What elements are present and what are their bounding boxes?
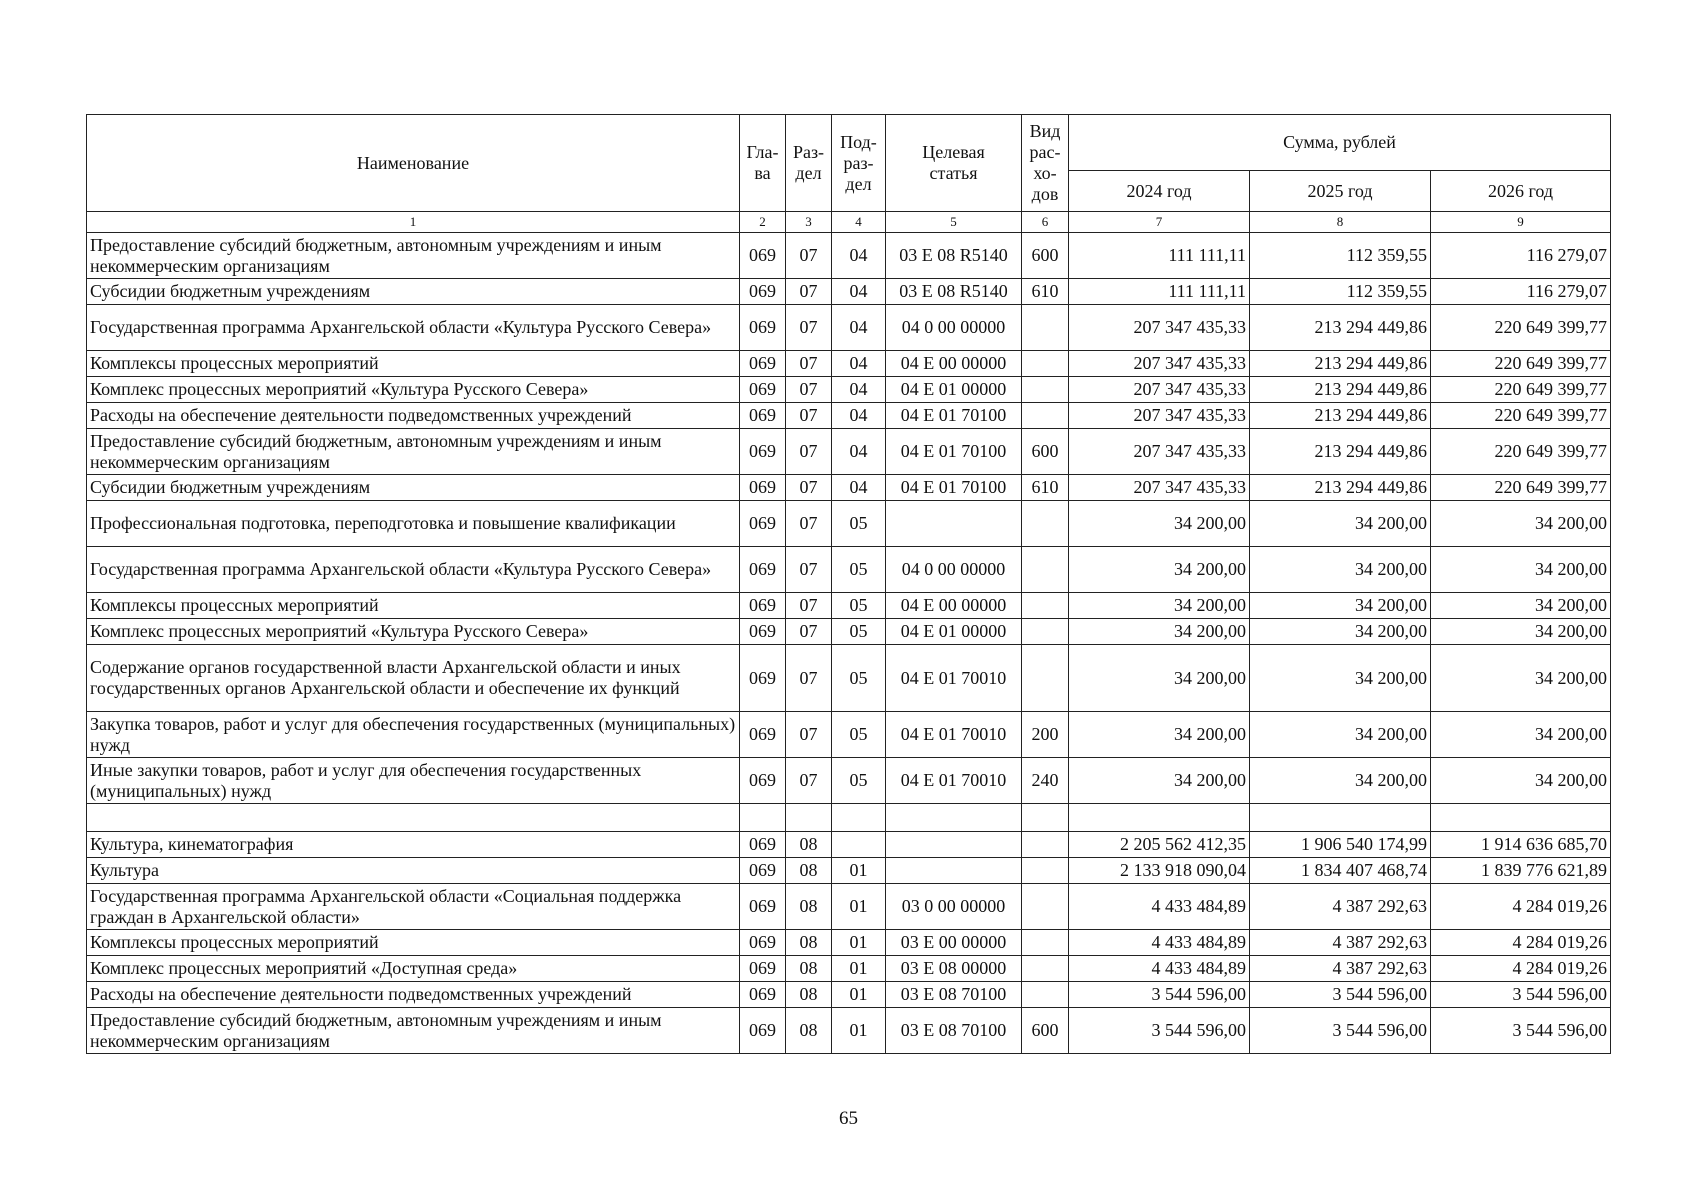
row-sum-2025: 34 200,00 [1250,501,1431,547]
row-sum-2024: 34 200,00 [1069,712,1250,758]
column-number: 6 [1022,212,1069,233]
row-sum-2025: 112 359,55 [1250,279,1431,305]
row-name: Культура [87,858,740,884]
row-name: Содержание органов государственной власти Архангельской области и иных государственных органов Архангельской области и обеспечение их функций [87,645,740,712]
table-row [87,832,1611,858]
table-row [87,1008,1611,1054]
table-row [87,758,1611,804]
row-name: Субсидии бюджетным учреждениям [87,279,740,305]
row-sum-2026 [1431,804,1611,832]
table-row [87,645,1611,712]
row-razdel: 07 [786,501,832,547]
row-sum-2025 [1250,804,1431,832]
row-name: Государственная программа Архангельской области «Культура Русского Севера» [87,547,740,593]
row-sum-2026: 1 839 776 621,89 [1431,858,1611,884]
row-podrazdel: 01 [832,858,886,884]
row-sum-2024: 207 347 435,33 [1069,377,1250,403]
row-target-article [886,832,1022,858]
row-name: Предоставление субсидий бюджетным, автономным учреждениям и иным некоммерческим организациям [87,429,740,475]
table-row [87,858,1611,884]
row-expense-type [1022,593,1069,619]
row-expense-type: 240 [1022,758,1069,804]
table-row [87,475,1611,501]
row-glava: 069 [740,351,786,377]
row-sum-2025: 112 359,55 [1250,233,1431,279]
table-row [87,233,1611,279]
row-name: Комплекс процессных мероприятий «Доступная среда» [87,956,740,982]
row-glava: 069 [740,279,786,305]
row-razdel: 07 [786,475,832,501]
table-row [87,982,1611,1008]
row-sum-2025: 34 200,00 [1250,547,1431,593]
row-target-article: 03 Е 08 70100 [886,982,1022,1008]
row-target-article: 03 Е 00 00000 [886,930,1022,956]
row-podrazdel: 05 [832,593,886,619]
row-sum-2026: 34 200,00 [1431,712,1611,758]
row-podrazdel: 01 [832,930,886,956]
row-name: Закупка товаров, работ и услуг для обеспечения государственных (муниципальных) нужд [87,712,740,758]
row-sum-2026: 220 649 399,77 [1431,403,1611,429]
row-razdel: 08 [786,832,832,858]
row-target-article: 04 Е 01 70010 [886,712,1022,758]
row-target-article: 04 Е 01 70100 [886,429,1022,475]
row-expense-type [1022,858,1069,884]
row-expense-type: 200 [1022,712,1069,758]
row-glava: 069 [740,475,786,501]
row-sum-2026: 116 279,07 [1431,233,1611,279]
row-podrazdel: 01 [832,982,886,1008]
row-target-article: 04 0 00 00000 [886,305,1022,351]
header-razdel-label: Раз- дел [792,142,825,183]
header-vid [1022,115,1069,212]
row-sum-2024: 2 205 562 412,35 [1069,832,1250,858]
row-razdel: 07 [786,758,832,804]
row-sum-2026: 220 649 399,77 [1431,475,1611,501]
row-target-article [886,804,1022,832]
row-razdel: 08 [786,858,832,884]
row-sum-2024: 34 200,00 [1069,547,1250,593]
page-number: 65 [839,1108,858,1129]
row-glava: 069 [740,305,786,351]
row-expense-type: 600 [1022,1008,1069,1054]
row-name: Расходы на обеспечение деятельности подведомственных учреждений [87,982,740,1008]
row-name: Расходы на обеспечение деятельности подведомственных учреждений [87,403,740,429]
row-name: Предоставление субсидий бюджетным, автономным учреждениям и иным некоммерческим организациям [87,233,740,279]
row-glava: 069 [740,758,786,804]
row-razdel [786,804,832,832]
row-razdel: 08 [786,956,832,982]
row-expense-type [1022,804,1069,832]
row-target-article [886,501,1022,547]
row-sum-2025: 34 200,00 [1250,619,1431,645]
row-name: Комплексы процессных мероприятий [87,930,740,956]
row-podrazdel: 05 [832,501,886,547]
row-sum-2024 [1069,804,1250,832]
row-sum-2025: 34 200,00 [1250,712,1431,758]
row-razdel: 08 [786,930,832,956]
row-glava: 069 [740,832,786,858]
row-sum-2025: 213 294 449,86 [1250,403,1431,429]
row-podrazdel: 04 [832,377,886,403]
table-row [87,547,1611,593]
column-number: 3 [786,212,832,233]
row-target-article: 03 0 00 00000 [886,884,1022,930]
row-sum-2025: 4 387 292,63 [1250,930,1431,956]
row-sum-2024: 207 347 435,33 [1069,475,1250,501]
row-expense-type [1022,351,1069,377]
budget-table [86,114,1611,1054]
row-razdel: 07 [786,619,832,645]
header-year-2025: 2025 год [1250,171,1431,212]
row-sum-2025: 3 544 596,00 [1250,1008,1431,1054]
row-expense-type: 600 [1022,233,1069,279]
table-row [87,930,1611,956]
row-glava: 069 [740,547,786,593]
header-name: Наименование [87,115,740,212]
row-name [87,804,740,832]
row-sum-2026: 34 200,00 [1431,501,1611,547]
row-sum-2024: 2 133 918 090,04 [1069,858,1250,884]
table-row [87,619,1611,645]
row-target-article: 03 Е 08 R5140 [886,233,1022,279]
column-number: 8 [1250,212,1431,233]
row-sum-2026: 4 284 019,26 [1431,884,1611,930]
row-name: Комплекс процессных мероприятий «Культура Русского Севера» [87,619,740,645]
row-podrazdel: 04 [832,305,886,351]
row-name: Государственная программа Архангельской области «Культура Русского Севера» [87,305,740,351]
row-sum-2026: 3 544 596,00 [1431,982,1611,1008]
row-glava: 069 [740,956,786,982]
row-sum-2025: 1 906 540 174,99 [1250,832,1431,858]
row-glava: 069 [740,930,786,956]
row-razdel: 07 [786,593,832,619]
row-razdel: 07 [786,233,832,279]
row-glava: 069 [740,712,786,758]
table-row [87,712,1611,758]
row-expense-type [1022,982,1069,1008]
row-target-article: 04 0 00 00000 [886,547,1022,593]
column-number: 2 [740,212,786,233]
row-podrazdel: 04 [832,429,886,475]
row-expense-type [1022,832,1069,858]
row-sum-2025: 34 200,00 [1250,593,1431,619]
row-sum-2025: 3 544 596,00 [1250,982,1431,1008]
table-row [87,593,1611,619]
header-year-2026: 2026 год [1431,171,1611,212]
row-glava: 069 [740,982,786,1008]
row-razdel: 08 [786,1008,832,1054]
table-row [87,351,1611,377]
table-row [87,305,1611,351]
table-row [87,377,1611,403]
row-sum-2025: 213 294 449,86 [1250,305,1431,351]
row-razdel: 07 [786,279,832,305]
table-row [87,403,1611,429]
row-glava: 069 [740,858,786,884]
header-sum: Сумма, рублей [1069,115,1611,171]
row-name: Комплексы процессных мероприятий [87,351,740,377]
row-sum-2024: 207 347 435,33 [1069,403,1250,429]
row-podrazdel: 05 [832,619,886,645]
row-sum-2024: 207 347 435,33 [1069,305,1250,351]
table-body [87,233,1611,1054]
row-sum-2024: 34 200,00 [1069,619,1250,645]
row-expense-type [1022,403,1069,429]
row-glava: 069 [740,645,786,712]
row-sum-2025: 1 834 407 468,74 [1250,858,1431,884]
header-vid-label: Вид рас- хо- дов [1029,121,1061,204]
table-row [87,501,1611,547]
header-razdel [786,115,832,212]
row-podrazdel: 04 [832,279,886,305]
row-name: Профессиональная подготовка, переподготовка и повышение квалификации [87,501,740,547]
row-sum-2024: 4 433 484,89 [1069,930,1250,956]
row-sum-2024: 111 111,11 [1069,279,1250,305]
row-target-article [886,858,1022,884]
row-target-article: 04 Е 00 00000 [886,351,1022,377]
row-sum-2024: 3 544 596,00 [1069,1008,1250,1054]
row-sum-2026: 116 279,07 [1431,279,1611,305]
row-podrazdel: 01 [832,1008,886,1054]
row-sum-2026: 3 544 596,00 [1431,1008,1611,1054]
row-razdel: 07 [786,712,832,758]
row-podrazdel: 05 [832,712,886,758]
row-sum-2025: 213 294 449,86 [1250,351,1431,377]
row-target-article: 04 Е 01 70100 [886,403,1022,429]
column-number: 1 [87,212,740,233]
row-sum-2024: 3 544 596,00 [1069,982,1250,1008]
row-sum-2026: 4 284 019,26 [1431,956,1611,982]
row-sum-2024: 4 433 484,89 [1069,884,1250,930]
row-target-article: 04 Е 00 00000 [886,593,1022,619]
row-razdel: 07 [786,351,832,377]
row-sum-2026: 34 200,00 [1431,547,1611,593]
row-expense-type [1022,547,1069,593]
row-sum-2024: 207 347 435,33 [1069,429,1250,475]
row-expense-type: 610 [1022,475,1069,501]
row-name: Комплекс процессных мероприятий «Культура Русского Севера» [87,377,740,403]
row-podrazdel: 01 [832,956,886,982]
row-expense-type [1022,930,1069,956]
header-year-2024: 2024 год [1069,171,1250,212]
row-target-article: 03 Е 08 00000 [886,956,1022,982]
row-sum-2024: 111 111,11 [1069,233,1250,279]
row-target-article: 04 Е 01 00000 [886,377,1022,403]
header-glava-label: Гла- ва [746,142,779,183]
row-razdel: 07 [786,403,832,429]
row-sum-2026: 1 914 636 685,70 [1431,832,1611,858]
row-sum-2025: 4 387 292,63 [1250,956,1431,982]
row-target-article: 03 Е 08 R5140 [886,279,1022,305]
row-target-article: 04 Е 01 70100 [886,475,1022,501]
row-sum-2025: 213 294 449,86 [1250,377,1431,403]
row-name: Предоставление субсидий бюджетным, автономным учреждениям и иным некоммерческим организациям [87,1008,740,1054]
column-number: 7 [1069,212,1250,233]
row-sum-2026: 220 649 399,77 [1431,351,1611,377]
row-glava: 069 [740,429,786,475]
header-celevaya [886,115,1022,212]
row-razdel: 07 [786,645,832,712]
row-sum-2024: 4 433 484,89 [1069,956,1250,982]
table-header [87,115,1611,233]
row-expense-type [1022,956,1069,982]
row-glava: 069 [740,233,786,279]
row-glava [740,804,786,832]
column-number: 5 [886,212,1022,233]
row-podrazdel: 05 [832,758,886,804]
row-sum-2025: 4 387 292,63 [1250,884,1431,930]
row-podrazdel: 04 [832,351,886,377]
row-name: Культура, кинематография [87,832,740,858]
row-sum-2026: 4 284 019,26 [1431,930,1611,956]
row-expense-type [1022,377,1069,403]
row-glava: 069 [740,619,786,645]
row-sum-2026: 34 200,00 [1431,645,1611,712]
row-podrazdel: 04 [832,233,886,279]
row-sum-2025: 213 294 449,86 [1250,429,1431,475]
row-target-article: 04 Е 01 70010 [886,758,1022,804]
row-expense-type: 610 [1022,279,1069,305]
row-razdel: 07 [786,429,832,475]
row-glava: 069 [740,884,786,930]
row-expense-type: 600 [1022,429,1069,475]
row-razdel: 08 [786,982,832,1008]
row-expense-type [1022,884,1069,930]
row-podrazdel [832,804,886,832]
row-glava: 069 [740,501,786,547]
row-target-article: 04 Е 01 70010 [886,645,1022,712]
row-sum-2025: 34 200,00 [1250,645,1431,712]
row-razdel: 07 [786,305,832,351]
row-sum-2024: 207 347 435,33 [1069,351,1250,377]
row-podrazdel: 05 [832,645,886,712]
table-row [87,279,1611,305]
row-podrazdel: 04 [832,403,886,429]
row-name: Иные закупки товаров, работ и услуг для обеспечения государственных (муниципальных) нужд [87,758,740,804]
row-sum-2026: 34 200,00 [1431,619,1611,645]
row-name: Субсидии бюджетным учреждениям [87,475,740,501]
header-glava [740,115,786,212]
column-number: 4 [832,212,886,233]
row-sum-2026: 220 649 399,77 [1431,429,1611,475]
row-expense-type [1022,501,1069,547]
row-podrazdel: 01 [832,884,886,930]
row-sum-2026: 220 649 399,77 [1431,305,1611,351]
row-glava: 069 [740,377,786,403]
row-podrazdel: 05 [832,547,886,593]
row-target-article: 03 Е 08 70100 [886,1008,1022,1054]
row-sum-2026: 34 200,00 [1431,758,1611,804]
row-target-article: 04 Е 01 00000 [886,619,1022,645]
header-podrazdel-label: Под- раз- дел [840,131,877,194]
table-row [87,804,1611,832]
row-expense-type [1022,645,1069,712]
row-sum-2024: 34 200,00 [1069,593,1250,619]
header-podrazdel [832,115,886,212]
row-sum-2025: 34 200,00 [1250,758,1431,804]
row-sum-2024: 34 200,00 [1069,501,1250,547]
table-row [87,429,1611,475]
table-row [87,884,1611,930]
column-number: 9 [1431,212,1611,233]
row-expense-type [1022,619,1069,645]
row-expense-type [1022,305,1069,351]
row-razdel: 07 [786,377,832,403]
row-sum-2024: 34 200,00 [1069,645,1250,712]
column-number-row [87,212,1611,233]
row-glava: 069 [740,1008,786,1054]
header-celevaya-label: Целевая статья [922,142,985,183]
row-podrazdel [832,832,886,858]
row-name: Государственная программа Архангельской области «Социальная поддержка граждан в Архангельской области» [87,884,740,930]
row-sum-2024: 34 200,00 [1069,758,1250,804]
row-glava: 069 [740,403,786,429]
row-sum-2025: 213 294 449,86 [1250,475,1431,501]
row-glava: 069 [740,593,786,619]
row-name: Комплексы процессных мероприятий [87,593,740,619]
row-razdel: 07 [786,547,832,593]
row-sum-2026: 34 200,00 [1431,593,1611,619]
table-row [87,956,1611,982]
row-sum-2026: 220 649 399,77 [1431,377,1611,403]
row-podrazdel: 04 [832,475,886,501]
row-razdel: 08 [786,884,832,930]
